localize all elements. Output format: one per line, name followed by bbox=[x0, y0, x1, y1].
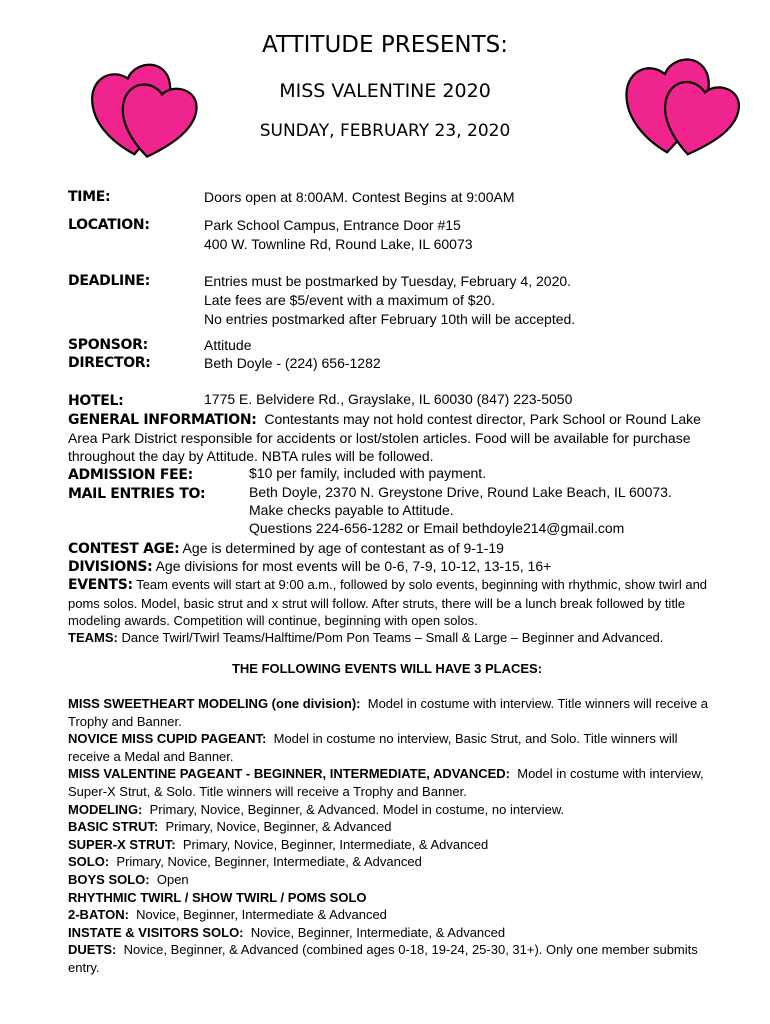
divisions-label: DIVISIONS: bbox=[68, 559, 153, 575]
mail-label: MAIL ENTRIES TO: bbox=[68, 486, 206, 502]
time-value: Doors open at 8:00AM. Contest Begins at 9:00AM bbox=[204, 189, 515, 205]
hearts-icon bbox=[88, 58, 203, 160]
mail-line1: Beth Doyle, 2370 N. Greystone Drive, Round Lake Beach, IL 60073. bbox=[249, 484, 672, 500]
event-label: INSTATE & VISITORS SOLO: bbox=[68, 924, 244, 940]
list-item bbox=[68, 836, 718, 854]
event-text: Model in costume no interview, Basic Strut, and Solo. Title winners will receive a Medal and Banner. bbox=[68, 731, 678, 764]
event-text: Open bbox=[156, 871, 189, 887]
teams-value: Dance Twirl/Twirl Teams/Halftime/Pom Pon Teams – Small & Large – Beginner and Advanced. bbox=[121, 630, 664, 645]
event-text: Primary, Novice, Beginner, & Advanced bbox=[165, 819, 392, 835]
deadline-line3: No entries postmarked after February 10th will be accepted. bbox=[204, 311, 576, 327]
hotel-value: 1775 E. Belvidere Rd., Grayslake, IL 60030 (847) 223-5050 bbox=[204, 391, 573, 407]
deadline-line2: Late fees are $5/event with a maximum of $20. bbox=[204, 292, 496, 308]
general-label: GENERAL INFORMATION: bbox=[68, 412, 257, 428]
event-text: Primary, Novice, Beginner, Intermediate, & Advanced bbox=[116, 854, 422, 870]
list-item bbox=[68, 924, 718, 942]
event-label: 2-BATON: bbox=[68, 907, 129, 923]
events-text: Team events will start at 9:00 a.m., followed by solo events, beginning with rhythmic, show twirl and poms solos. Model, basic strut and x strut will follow. After struts, there will be a lunch break followed by title modeling awards. Competition will continue, beginning with open solos. bbox=[68, 577, 708, 629]
event-label: MISS VALENTINE PAGEANT - BEGINNER, INTERMEDIATE, ADVANCED: bbox=[68, 766, 511, 782]
location-line2: 400 W. Townline Rd, Round Lake, IL 60073 bbox=[204, 236, 473, 252]
places-heading: THE FOLLOWING EVENTS WILL HAVE 3 PLACES: bbox=[231, 661, 543, 676]
event-label: MISS SWEETHEART MODELING (one division): bbox=[68, 696, 361, 711]
general-info bbox=[68, 410, 718, 465]
event-label: NOVICE MISS CUPID PAGEANT: bbox=[68, 731, 267, 747]
list-item bbox=[68, 853, 718, 871]
event-label: BOYS SOLO: bbox=[68, 871, 150, 887]
event-label: RHYTHMIC TWIRL / SHOW TWIRL / POMS SOLO bbox=[68, 889, 367, 905]
event-text: Novice, Beginner, Intermediate, & Advanced bbox=[250, 924, 506, 940]
divisions bbox=[68, 557, 718, 576]
mail-line2: Make checks payable to Attitude. bbox=[249, 502, 454, 518]
age-label: CONTEST AGE: bbox=[68, 541, 180, 557]
event-label: MODELING: bbox=[68, 801, 143, 817]
event-text: Primary, Novice, Beginner, & Advanced. Model in costume, no interview. bbox=[149, 801, 565, 817]
events-info bbox=[68, 576, 718, 630]
list-item bbox=[68, 889, 718, 907]
event-text: Novice, Beginner, & Advanced (combined ages 0-18, 19-24, 25-30, 31+). Only one member submits entry. bbox=[68, 942, 698, 975]
director-value: Beth Doyle - (224) 656-1282 bbox=[204, 355, 381, 371]
age-value: Age is determined by age of contestant as of 9-1-19 bbox=[182, 540, 504, 556]
event-label: SOLO: bbox=[68, 854, 110, 870]
teams-info bbox=[68, 629, 718, 647]
deadline-line1: Entries must be postmarked by Tuesday, February 4, 2020. bbox=[204, 273, 572, 289]
list-item bbox=[68, 695, 718, 730]
list-item bbox=[68, 871, 718, 889]
event-text: Novice, Beginner, Intermediate & Advanced bbox=[136, 907, 387, 923]
list-item bbox=[68, 765, 718, 800]
event-name: MISS VALENTINE 2020 bbox=[279, 80, 491, 102]
list-item bbox=[68, 818, 718, 836]
general-text: Contestants may not hold contest director, Park School or Round Lake Area Park District responsible for accidents or lost/stolen articles. Food will be available for purchase throughout the day by Attitude. NBTA rules will be followed. bbox=[68, 411, 701, 464]
event-text: Model in costume with interview, Super-X Strut, & Solo. Title winners will receive a Trophy and Banner. bbox=[68, 766, 704, 799]
event-list bbox=[68, 695, 718, 977]
admission-value: $10 per family, included with payment. bbox=[249, 465, 487, 481]
list-item bbox=[68, 906, 718, 924]
location-label: LOCATION: bbox=[68, 217, 150, 233]
event-date: SUNDAY, FEBRUARY 23, 2020 bbox=[259, 121, 511, 141]
director-label: DIRECTOR: bbox=[68, 355, 151, 371]
time-label: TIME: bbox=[68, 189, 111, 205]
admission-label: ADMISSION FEE: bbox=[68, 467, 193, 483]
list-item bbox=[68, 730, 718, 765]
divisions-value: Age divisions for most events will be 0-6, 7-9, 10-12, 13-15, 16+ bbox=[155, 558, 552, 574]
location-line1: Park School Campus, Entrance Door #15 bbox=[204, 217, 461, 233]
sponsor-value: Attitude bbox=[204, 337, 252, 353]
page-title: ATTITUDE PRESENTS: bbox=[262, 32, 508, 58]
hearts-icon bbox=[622, 52, 742, 160]
teams-label: TEAMS: bbox=[68, 630, 118, 645]
contest-age bbox=[68, 539, 718, 558]
event-label: DUETS: bbox=[68, 942, 117, 958]
event-text: Model in costume with interview. Title winners will receive a Trophy and Banner. bbox=[68, 696, 709, 729]
event-label: SUPER-X STRUT: bbox=[68, 836, 176, 852]
deadline-label: DEADLINE: bbox=[68, 273, 150, 289]
event-label: BASIC STRUT: bbox=[68, 819, 159, 835]
sponsor-label: SPONSOR: bbox=[68, 337, 148, 353]
events-label: EVENTS: bbox=[68, 577, 133, 593]
list-item bbox=[68, 801, 718, 819]
mail-line3: Questions 224-656-1282 or Email bethdoyle214@gmail.com bbox=[249, 520, 625, 536]
hotel-label: HOTEL: bbox=[68, 393, 124, 409]
list-item bbox=[68, 941, 718, 976]
event-text: Primary, Novice, Beginner, Intermediate, & Advanced bbox=[182, 836, 489, 852]
